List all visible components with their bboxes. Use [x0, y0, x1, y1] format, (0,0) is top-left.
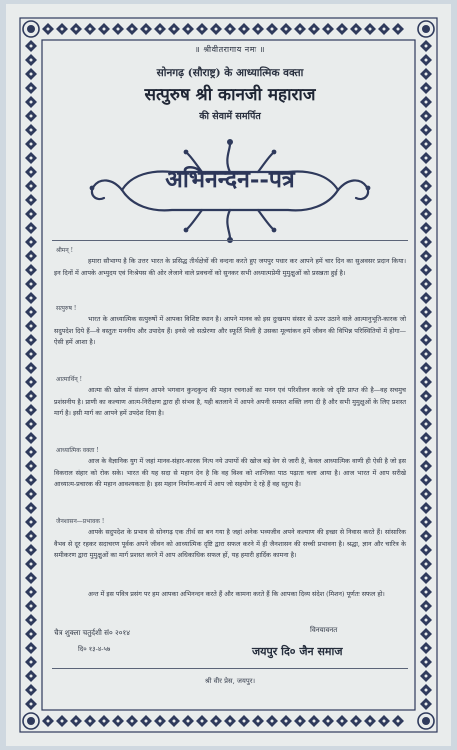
closing-paragraph: अन्त में इस पवित्र प्रसंग पर हम आपका अभिनन्दन करते हैं और कामना करते हैं कि आपका दिव्य संदेश (मिशन) पूर्णतः सफल हो।: [88, 590, 385, 598]
invocation-line: ॥ श्रीवीतरागाय नमः ॥: [195, 45, 265, 54]
honoree-subtitle-1: सोनगढ़ (सौराष्ट्र) के आध्यात्मिक वक्ता: [156, 67, 304, 79]
section-divider: [52, 240, 408, 241]
section-paragraph: हमारा सौभाग्य है कि उत्तर भारत के प्रसिद्ध तीर्थक्षेत्रों की वन्दना करते हुए जयपुर पधार कर आपने हमें चार दिन का सुअवसर प्रदान किया। इन दिनों में आपके अभ्युदय एवं निःश्रेयस की ओर लेजाने वाले प्रवचनों को सुनकर सभी अध्यात्मप्रेमी मुमुक्षुओं को प्रसन्नता हुई है।: [54, 257, 406, 277]
section-paragraph: आज के वैज्ञानिक युग में जहां मानव-संहार-कारक नित्य नये उपायों की खोज बड़े वेग से जारी है, केवल आध्यात्मिक वाणी ही ऐसी है जो इस विकराल संहार को रोक सके। भारत की यह सदा से महान देन है कि वह विश्व को शान्तिका पाठ पढ़ाता चला आया है। आज भारत में आप सरीखे आध्यात्म-प्रचारक की महान आवश्यकता है। इस महान निर्माण-कार्य में आप जो सहयोग दे रहे हैं वह स्तुत्य है।: [54, 457, 406, 489]
document-title: अभिनन्दन--पत्र: [165, 166, 295, 193]
section-label: आत्मार्थिन् !: [56, 376, 82, 383]
section-label: श्रीमन् !: [56, 247, 74, 254]
humble-label: विनयावनत: [310, 626, 338, 634]
section-label: जैनशासन—प्रभावक !: [56, 518, 105, 525]
section-paragraph: आत्मा की खोज में संलग्न आपने भगवान कुन्दकुन्द की महान रचनाओं का मनन एवं परिशीलन करके जो दृष्टि प्राप्त की है—वह सचमुच प्रशंसनीय है। प्राणी का कल्याण आत्म-निरीक्षण द्वारा ही संभव है, यही बतलाने में आपने अपनी समस्त शक्ति लगा दी है और सभी मुमुक्षुओं के लिए प्रशस्त मार्ग है। इसी मार्ग का आपने हमें उपदेश दिया है।: [54, 386, 406, 418]
press-imprint: श्री वीर प्रेस, जयपुर।: [204, 677, 256, 685]
section-label: सत्पुरुष !: [56, 305, 77, 312]
section-paragraph: भारत के आध्यात्मिक सत्पुरुषों में आपका विशिष्ट स्थान है। आपने मानव को इस दुःखमय संसार से ऊपर उठाने वाले आत्मानुभूति-कारक जो सदुपदेश दिये हैं—वे वस्तुतः मननीय और उपादेय हैं। इनसे जो सत्प्रेरणा और स्फूर्ति मिली है उसका मूल्यांकन हमें जीवन की विभिन्न परिस्थितियों में होगा—ऐसी हमें आशा है।: [54, 315, 406, 347]
honoree-subtitle-2: की सेवामें समर्पित: [199, 111, 261, 122]
section-label: आध्यात्मिक वक्ता !: [56, 447, 99, 454]
certificate-content: [52, 44, 408, 706]
date-line-gregorian: दि० १३-४-५७: [78, 645, 111, 653]
footer-divider: [52, 668, 408, 669]
signatory: जयपुर दि० जैन समाज: [252, 645, 343, 658]
date-line-samvat: चैत्र शुक्ला चतुर्दशी सं० २०१४: [54, 628, 130, 637]
honoree-name: सत्पुरुष श्री कानजी महाराज: [144, 85, 316, 105]
section-paragraph: आपके सदुपदेश के प्रभाव से सोनगढ़ एक तीर्थ सा बन गया है जहां अनेक भव्यजीव अपने कल्याण की इच्छा से निवास करते हैं। सांसारिक वैभव से दूर रहकर सदाचरण पूर्वक अपने जीवन को आध्यात्मिक दृष्टि द्वारा सफल करने में ही जैनशासन की सच्ची प्रभावना है। श्रद्धा, ज्ञान और चारित्र के समीकरण द्वारा मुमुक्षुओं का मार्ग प्रशस्त करने में आप अधिकाधिक सफल हों, यह हमारी हार्दिक कामना है।: [54, 528, 406, 560]
